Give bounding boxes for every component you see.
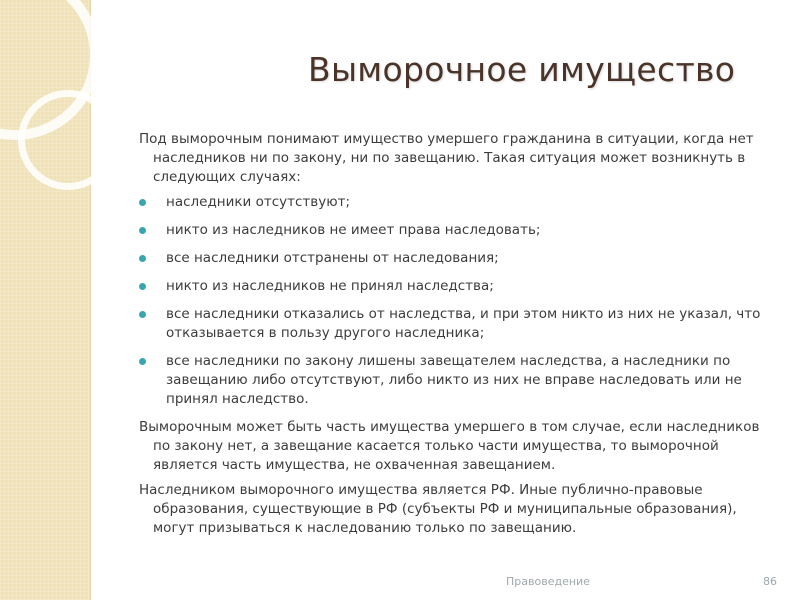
list-item bbox=[139, 221, 779, 240]
slide-content bbox=[139, 130, 779, 544]
footer-course-name: Правоведение bbox=[506, 575, 590, 588]
list-item bbox=[139, 305, 779, 343]
intro-paragraph: Под выморочным понимают имущество умершего гражданина в ситуации, когда нет наследников ни по закону, ни по завещанию. Такая ситуация может возникнуть в следующих случаях: bbox=[139, 131, 754, 185]
bullet-dot-icon bbox=[139, 255, 146, 262]
list-item-text: никто из наследников не принял наследства; bbox=[166, 278, 494, 294]
bullet-dot-icon bbox=[139, 227, 146, 234]
slide-page-number: 86 bbox=[763, 575, 777, 588]
slide-title: Выморочное имущество bbox=[308, 50, 736, 89]
heir-paragraph: Наследником выморочного имущества является РФ. Иные публично-правовые образования, существующие в РФ (субъекты РФ и муниципальные образования), могут призываться к наследованию только по завещанию. bbox=[139, 482, 737, 536]
bullet-dot-icon bbox=[139, 358, 146, 365]
list-item-text: никто из наследников не имеет права наследовать; bbox=[166, 222, 541, 238]
list-item bbox=[139, 352, 779, 409]
decorative-ring-small bbox=[18, 90, 118, 190]
list-item-text: наследники отсутствуют; bbox=[166, 194, 351, 210]
bullet-dot-icon bbox=[139, 199, 146, 206]
list-item bbox=[139, 277, 779, 296]
bullet-list bbox=[139, 193, 779, 409]
list-item-text: все наследники отказались от наследства, и при этом никто из них не указал, что отказывается в пользу другого наследника; bbox=[166, 306, 761, 341]
list-item bbox=[139, 249, 779, 268]
list-item bbox=[139, 193, 779, 212]
partial-estate-paragraph: Выморочным может быть часть имущества умершего в том случае, если наследников по закону нет, а завещание касается только части имущества, то выморочной является часть имущества, не охваченная завещанием. bbox=[139, 419, 760, 473]
list-item-text: все наследники по закону лишены завещателем наследства, а наследники по завещанию либо отсутствуют, либо никто из них не вправе наследовать или не принял наследство. bbox=[166, 353, 742, 407]
bullet-dot-icon bbox=[139, 311, 146, 318]
bullet-dot-icon bbox=[139, 283, 146, 290]
list-item-text: все наследники отстранены от наследования; bbox=[166, 250, 499, 266]
decorative-side-band bbox=[0, 0, 91, 600]
